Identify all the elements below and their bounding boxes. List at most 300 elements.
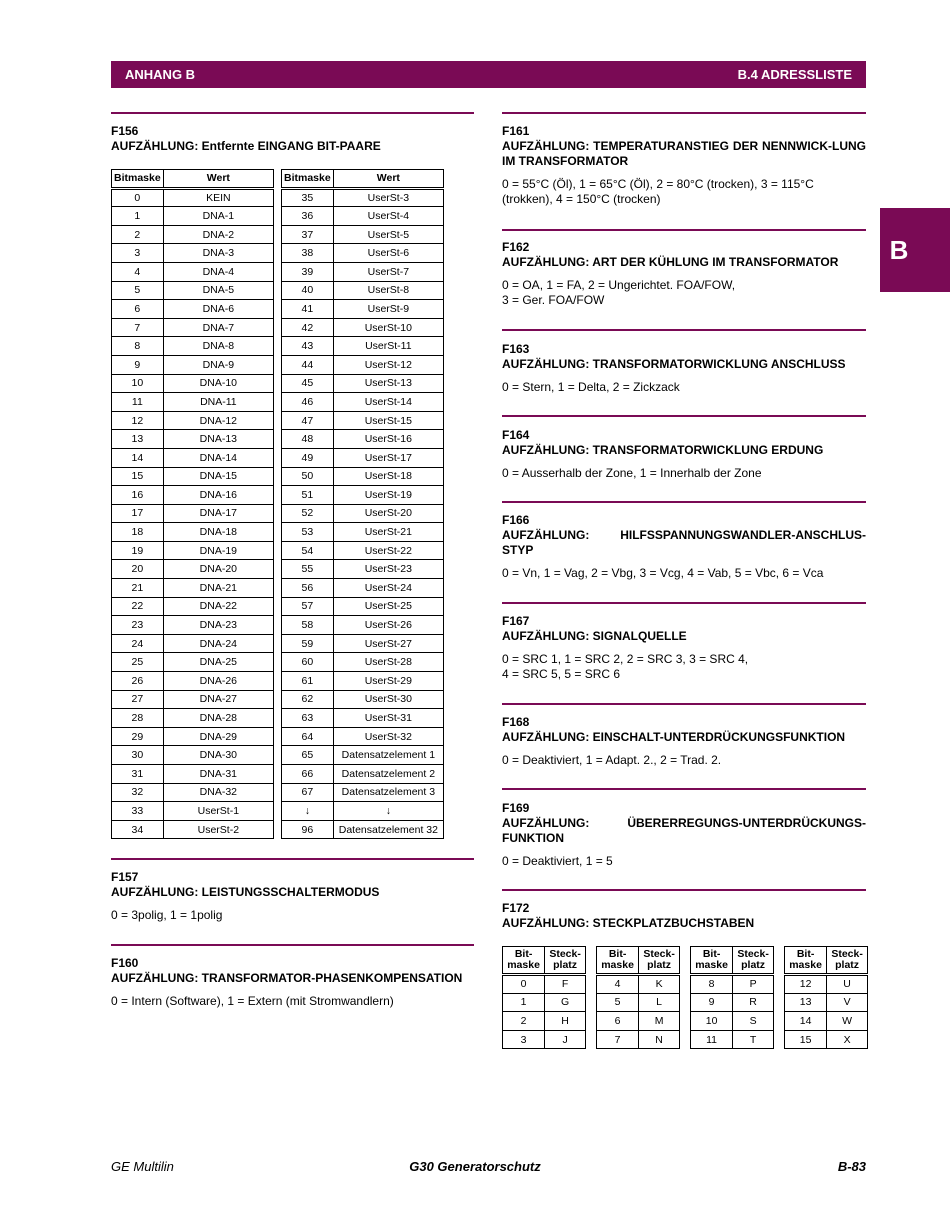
wert-cell: DNA-13 (163, 430, 273, 449)
bitmaske-cell: 22 (112, 597, 164, 616)
steckplatz-cell: L (639, 993, 680, 1012)
wert-cell: DNA-11 (163, 393, 273, 412)
section-body: 0 = 55°C (Öl), 1 = 65°C (Öl), 2 = 80°C (trocken), 3 = 115°C (trokken), 4 = 150°C (trocken) (502, 177, 814, 206)
slot-letter-table (690, 946, 774, 1049)
bitmaske-cell: 49 (282, 448, 334, 467)
section-body (502, 652, 866, 682)
section-code: F162 (502, 240, 530, 254)
bitmaske-cell: 0 (503, 975, 545, 994)
wert-cell: UserSt-32 (333, 727, 443, 746)
column-header-bitmaske (785, 947, 827, 975)
wert-cell: DNA-25 (163, 653, 273, 672)
table-row (282, 504, 444, 523)
footer-product: G30 Generatorschutz (409, 1159, 541, 1174)
table-row (112, 207, 274, 226)
table-row (282, 318, 444, 337)
table-row (112, 616, 274, 635)
table-row (282, 355, 444, 374)
wert-cell: DNA-6 (163, 300, 273, 319)
bitmaske-cell: 3 (503, 1030, 545, 1049)
wert-cell: DNA-5 (163, 281, 273, 300)
wert-cell: DNA-16 (163, 486, 273, 505)
table-row (112, 225, 274, 244)
wert-cell: DNA-27 (163, 690, 273, 709)
wert-cell: DNA-32 (163, 783, 273, 802)
table-row (282, 225, 444, 244)
section-divider (502, 229, 866, 231)
section-body: 0 = Intern (Software), 1 = Extern (mit Stromwandlern) (111, 994, 394, 1008)
bitmaske-cell: 53 (282, 523, 334, 542)
header-line: platz (553, 959, 578, 971)
bitmaske-cell: 2 (112, 225, 164, 244)
section-f168 (502, 715, 866, 768)
table-row (597, 1030, 680, 1049)
wert-cell: UserSt-3 (333, 188, 443, 207)
wert-cell: DNA-14 (163, 448, 273, 467)
section-label: B.4 ADRESSLISTE (737, 67, 852, 82)
bitmaske-cell: 51 (282, 486, 334, 505)
wert-cell: DNA-8 (163, 337, 273, 356)
bitmaske-cell: 5 (597, 993, 639, 1012)
section-body (502, 278, 866, 308)
section-divider (502, 112, 866, 114)
column-header-steckplatz (545, 947, 586, 975)
section-code: F163 (502, 342, 530, 356)
wert-cell: UserSt-10 (333, 318, 443, 337)
section-code: F160 (111, 956, 139, 970)
section-code: F156 (111, 124, 139, 138)
wert-cell: UserSt-9 (333, 300, 443, 319)
bitmaske-cell: 26 (112, 672, 164, 691)
bitmaske-cell: 18 (112, 523, 164, 542)
bitmaske-cell: 25 (112, 653, 164, 672)
section-title: AUFZÄHLUNG: HILFSSPANNUNGSWANDLER-ANSCHLUS-STYP (502, 528, 866, 557)
header-line: Bit- (702, 948, 721, 960)
table-row (282, 783, 444, 802)
table-row (282, 262, 444, 281)
bitmaske-cell: 58 (282, 616, 334, 635)
table-row (112, 448, 274, 467)
section-body: 0 = Ausserhalb der Zone, 1 = Innerhalb der Zone (502, 466, 762, 480)
table-row (282, 541, 444, 560)
table-row (785, 993, 868, 1012)
wert-cell: UserSt-29 (333, 672, 443, 691)
section-body: 0 = Deaktiviert, 1 = 5 (502, 854, 613, 868)
steckplatz-cell: G (545, 993, 586, 1012)
section-title: AUFZÄHLUNG: TRANSFORMATORWICKLUNG ERDUNG (502, 443, 824, 457)
section-title: AUFZÄHLUNG: Entfernte EINGANG BIT-PAARE (111, 139, 381, 153)
bitmaske-cell: 61 (282, 672, 334, 691)
body-line: 4 = SRC 5, 5 = SRC 6 (502, 667, 621, 681)
table-row (282, 690, 444, 709)
wert-cell: UserSt-2 (163, 820, 273, 839)
wert-cell: UserSt-7 (333, 262, 443, 281)
wert-cell: Datensatzelement 32 (333, 820, 443, 839)
section-f167 (502, 614, 866, 682)
table-row (112, 802, 274, 821)
bitmaske-cell: 7 (112, 318, 164, 337)
table-row (112, 430, 274, 449)
wert-cell: DNA-26 (163, 672, 273, 691)
bitmaske-cell: 1 (503, 993, 545, 1012)
wert-cell: UserSt-24 (333, 579, 443, 598)
wert-cell: DNA-23 (163, 616, 273, 635)
wert-cell: DNA-21 (163, 579, 273, 598)
table-row (112, 355, 274, 374)
section-f157 (111, 870, 474, 923)
section-divider (502, 703, 866, 705)
table-row (282, 281, 444, 300)
body-line: 0 = SRC 1, 1 = SRC 2, 2 = SRC 3, 3 = SRC 4, (502, 652, 749, 666)
bitmaske-cell: 10 (112, 374, 164, 393)
table-row (597, 975, 680, 994)
wert-cell: DNA-31 (163, 765, 273, 784)
table-row (112, 504, 274, 523)
table-row (282, 430, 444, 449)
section-title: AUFZÄHLUNG: STECKPLATZBUCHSTABEN (502, 916, 755, 930)
wert-cell: DNA-28 (163, 709, 273, 728)
section-f166 (502, 513, 866, 581)
wert-cell: UserSt-5 (333, 225, 443, 244)
bitmaske-cell: 34 (112, 820, 164, 839)
table-row (503, 975, 586, 994)
table-row (691, 1030, 774, 1049)
table-row (282, 374, 444, 393)
wert-cell: DNA-12 (163, 411, 273, 430)
table-row (112, 765, 274, 784)
wert-cell: DNA-30 (163, 746, 273, 765)
header-line: maske (695, 959, 728, 971)
section-f156 (111, 124, 474, 154)
table-row (282, 579, 444, 598)
table-row (597, 993, 680, 1012)
table-row (282, 727, 444, 746)
bitmaske-cell: 3 (112, 244, 164, 263)
table-row (282, 393, 444, 412)
steckplatz-cell: N (639, 1030, 680, 1049)
section-f163 (502, 342, 866, 395)
section-title: AUFZÄHLUNG: TRANSFORMATORWICKLUNG ANSCHLUSS (502, 357, 846, 371)
steckplatz-cell: T (733, 1030, 774, 1049)
bitmaske-cell: 33 (112, 802, 164, 821)
header-line: Steck- (737, 948, 769, 960)
bitmaske-cell: 30 (112, 746, 164, 765)
column-header-bitmaske: Bitmaske (282, 170, 334, 189)
wert-cell: DNA-18 (163, 523, 273, 542)
slot-letter-table (596, 946, 680, 1049)
bitmaske-cell: 19 (112, 541, 164, 560)
bit-pairs-table-left (111, 169, 274, 839)
table-row (282, 820, 444, 839)
wert-cell: Datensatzelement 1 (333, 746, 443, 765)
wert-cell: UserSt-30 (333, 690, 443, 709)
column-header-steckplatz (639, 947, 680, 975)
wert-cell: UserSt-22 (333, 541, 443, 560)
bitmaske-cell: 59 (282, 634, 334, 653)
footer-page-number: B-83 (837, 1159, 866, 1174)
table-row (785, 1030, 868, 1049)
bitmaske-cell: 12 (785, 975, 827, 994)
section-divider (111, 858, 474, 860)
bitmaske-cell: 9 (691, 993, 733, 1012)
body-line: 0 = OA, 1 = FA, 2 = Ungerichtet. FOA/FOW, (502, 278, 736, 292)
bitmaske-cell: 96 (282, 820, 334, 839)
bitmaske-cell: 6 (597, 1012, 639, 1031)
chapter-header-bar (111, 61, 866, 88)
bitmaske-cell: 12 (112, 411, 164, 430)
header-line: Bit- (796, 948, 815, 960)
section-f169 (502, 801, 866, 869)
table-row (691, 975, 774, 994)
table-row (691, 993, 774, 1012)
bitmaske-cell: 66 (282, 765, 334, 784)
table-row (112, 188, 274, 207)
steckplatz-cell: R (733, 993, 774, 1012)
header-line: platz (647, 959, 672, 971)
steckplatz-cell: U (827, 975, 868, 994)
bitmaske-cell: 21 (112, 579, 164, 598)
column-header-bitmaske (691, 947, 733, 975)
table-row (112, 281, 274, 300)
bitmaske-cell: ↓ (282, 802, 334, 821)
steckplatz-cell: X (827, 1030, 868, 1049)
wert-cell: UserSt-18 (333, 467, 443, 486)
table-row (282, 560, 444, 579)
steckplatz-cell: S (733, 1012, 774, 1031)
section-f160 (111, 956, 481, 1009)
column-header-steckplatz (827, 947, 868, 975)
bitmaske-cell: 42 (282, 318, 334, 337)
table-row (112, 541, 274, 560)
table-row (785, 975, 868, 994)
slot-letter-table (502, 946, 586, 1049)
wert-cell: UserSt-26 (333, 616, 443, 635)
table-row (112, 560, 274, 579)
bitmaske-cell: 38 (282, 244, 334, 263)
wert-cell: UserSt-16 (333, 430, 443, 449)
bitmaske-cell: 29 (112, 727, 164, 746)
section-code: F168 (502, 715, 530, 729)
wert-cell: DNA-24 (163, 634, 273, 653)
bitmaske-cell: 20 (112, 560, 164, 579)
table-row (282, 616, 444, 635)
footer-company: GE Multilin (111, 1159, 174, 1174)
wert-cell: UserSt-13 (333, 374, 443, 393)
steckplatz-cell: J (545, 1030, 586, 1049)
table-row (785, 1012, 868, 1031)
table-row (112, 672, 274, 691)
table-row (112, 727, 274, 746)
bitmaske-cell: 27 (112, 690, 164, 709)
wert-cell: UserSt-17 (333, 448, 443, 467)
table-row (282, 411, 444, 430)
wert-cell: UserSt-21 (333, 523, 443, 542)
bitmaske-cell: 44 (282, 355, 334, 374)
steckplatz-cell: V (827, 993, 868, 1012)
section-f172 (502, 901, 866, 931)
section-title: AUFZÄHLUNG: TRANSFORMATOR-PHASENKOMPENSATION (111, 971, 463, 985)
bitmaske-cell: 17 (112, 504, 164, 523)
table-row (503, 993, 586, 1012)
table-row (282, 244, 444, 263)
column-header-steckplatz (733, 947, 774, 975)
wert-cell: DNA-17 (163, 504, 273, 523)
section-divider (111, 112, 474, 114)
column-header-wert: Wert (333, 170, 443, 189)
wert-cell: UserSt-11 (333, 337, 443, 356)
section-title: AUFZÄHLUNG: EINSCHALT-UNTERDRÜCKUNGSFUNKTION (502, 730, 846, 744)
section-divider (502, 501, 866, 503)
header-line: maske (507, 959, 540, 971)
section-divider (502, 329, 866, 331)
header-line: platz (835, 959, 860, 971)
section-body: 0 = Deaktiviert, 1 = Adapt. 2., 2 = Trad. 2. (502, 753, 722, 767)
section-divider (502, 415, 866, 417)
bitmaske-cell: 0 (112, 188, 164, 207)
table-row (112, 783, 274, 802)
wert-cell: UserSt-8 (333, 281, 443, 300)
bitmaske-cell: 36 (282, 207, 334, 226)
bitmaske-cell: 4 (597, 975, 639, 994)
wert-cell: DNA-9 (163, 355, 273, 374)
section-code: F169 (502, 801, 530, 815)
wert-cell: UserSt-1 (163, 802, 273, 821)
bitmaske-cell: 31 (112, 765, 164, 784)
wert-cell: DNA-3 (163, 244, 273, 263)
wert-cell: DNA-29 (163, 727, 273, 746)
bitmaske-cell: 1 (112, 207, 164, 226)
body-line: 3 = Ger. FOA/FOW (502, 293, 605, 307)
table-row (112, 709, 274, 728)
section-code: F166 (502, 513, 530, 527)
bitmaske-cell: 55 (282, 560, 334, 579)
section-divider (502, 602, 866, 604)
table-row (282, 467, 444, 486)
wert-cell: DNA-7 (163, 318, 273, 337)
bitmaske-cell: 6 (112, 300, 164, 319)
table-row (112, 318, 274, 337)
table-row (282, 486, 444, 505)
steckplatz-cell: M (639, 1012, 680, 1031)
table-row (597, 1012, 680, 1031)
wert-cell: DNA-10 (163, 374, 273, 393)
table-row (112, 746, 274, 765)
table-row (282, 672, 444, 691)
table-row (112, 486, 274, 505)
bitmaske-cell: 37 (282, 225, 334, 244)
wert-cell: Datensatzelement 2 (333, 765, 443, 784)
bit-pairs-table-right (281, 169, 444, 839)
bitmaske-cell: 56 (282, 579, 334, 598)
bitmaske-cell: 50 (282, 467, 334, 486)
table-row (112, 393, 274, 412)
wert-cell: UserSt-20 (333, 504, 443, 523)
bitmaske-cell: 10 (691, 1012, 733, 1031)
steckplatz-cell: F (545, 975, 586, 994)
column-header-bitmaske (503, 947, 545, 975)
section-code: F167 (502, 614, 530, 628)
bitmaske-cell: 13 (785, 993, 827, 1012)
bitmaske-cell: 40 (282, 281, 334, 300)
header-line: platz (741, 959, 766, 971)
section-body: 0 = Stern, 1 = Delta, 2 = Zickzack (502, 380, 680, 394)
bitmaske-cell: 32 (112, 783, 164, 802)
table-row (112, 244, 274, 263)
wert-cell: DNA-22 (163, 597, 273, 616)
wert-cell: DNA-15 (163, 467, 273, 486)
section-body: 0 = 3polig, 1 = 1polig (111, 908, 223, 922)
bitmaske-cell: 39 (282, 262, 334, 281)
section-divider (502, 889, 866, 891)
wert-cell: ↓ (333, 802, 443, 821)
wert-cell: UserSt-6 (333, 244, 443, 263)
bitmaske-cell: 62 (282, 690, 334, 709)
table-row (112, 300, 274, 319)
bitmaske-cell: 4 (112, 262, 164, 281)
bitmaske-cell: 67 (282, 783, 334, 802)
table-row (112, 820, 274, 839)
bitmaske-cell: 54 (282, 541, 334, 560)
bitmaske-cell: 47 (282, 411, 334, 430)
wert-cell: UserSt-28 (333, 653, 443, 672)
table-row (282, 188, 444, 207)
table-row (282, 597, 444, 616)
section-f161 (502, 124, 866, 207)
steckplatz-cell: P (733, 975, 774, 994)
table-row (503, 1012, 586, 1031)
bitmaske-cell: 15 (112, 467, 164, 486)
wert-cell: UserSt-31 (333, 709, 443, 728)
wert-cell: DNA-1 (163, 207, 273, 226)
wert-cell: UserSt-12 (333, 355, 443, 374)
section-divider (111, 944, 474, 946)
bitmaske-cell: 9 (112, 355, 164, 374)
bitmaske-cell: 45 (282, 374, 334, 393)
table-row (112, 653, 274, 672)
header-line: Bit- (608, 948, 627, 960)
bitmaske-cell: 5 (112, 281, 164, 300)
table-row (282, 653, 444, 672)
table-row (282, 746, 444, 765)
bitmaske-cell: 28 (112, 709, 164, 728)
bitmaske-cell: 65 (282, 746, 334, 765)
header-line: maske (601, 959, 634, 971)
bitmaske-cell: 11 (112, 393, 164, 412)
section-f164 (502, 428, 866, 481)
table-row (282, 802, 444, 821)
header-line: Steck- (831, 948, 863, 960)
bitmaske-cell: 63 (282, 709, 334, 728)
table-row (112, 337, 274, 356)
wert-cell: UserSt-27 (333, 634, 443, 653)
table-row (282, 337, 444, 356)
table-row (112, 262, 274, 281)
section-title: AUFZÄHLUNG: TEMPERATURANSTIEG DER NENNWICK-LUNG IM TRANSFORMATOR (502, 139, 866, 168)
bitmaske-cell: 14 (112, 448, 164, 467)
table-row (112, 579, 274, 598)
wert-cell: UserSt-25 (333, 597, 443, 616)
table-row (112, 523, 274, 542)
wert-cell: UserSt-14 (333, 393, 443, 412)
steckplatz-cell: H (545, 1012, 586, 1031)
table-row (112, 467, 274, 486)
bitmaske-cell: 16 (112, 486, 164, 505)
section-f162 (502, 240, 866, 308)
section-title: AUFZÄHLUNG: ART DER KÜHLUNG IM TRANSFORMATOR (502, 255, 839, 269)
header-line: maske (789, 959, 822, 971)
bitmaske-cell: 23 (112, 616, 164, 635)
table-row (282, 448, 444, 467)
